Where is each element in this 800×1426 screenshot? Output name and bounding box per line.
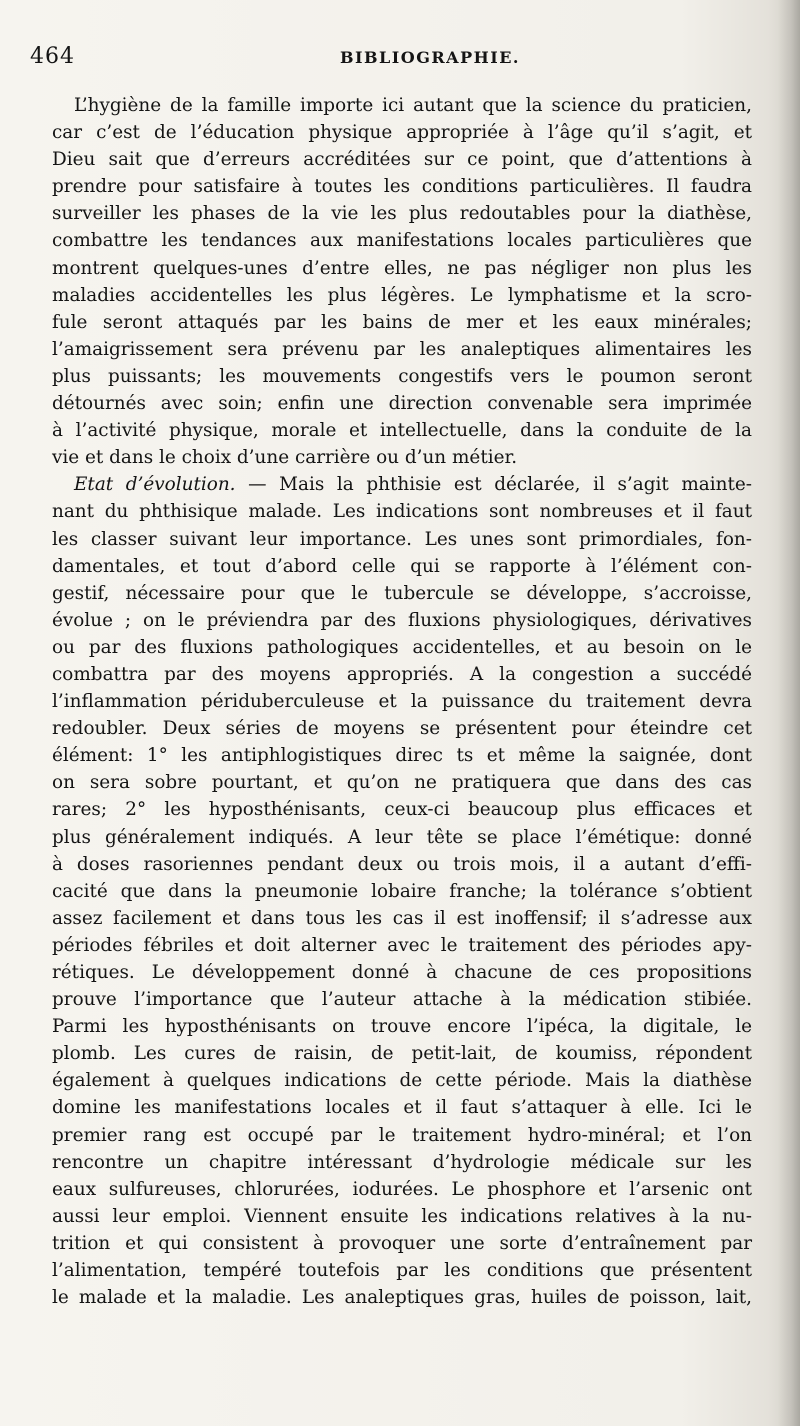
text-line: plus généralement indiqués. A leur tête se place l’émétique: donné	[52, 826, 752, 848]
text-line: périodes fébriles et doit alterner avec le traitement des périodes apy-	[52, 934, 752, 956]
text-line: à doses rasoriennes pendant deux ou trois mois, il a autant d’effi-	[52, 853, 752, 875]
text-line: l’amaigrissement sera prévenu par les analeptiques alimentaires les	[52, 338, 752, 360]
text-line: damentales, et tout d’abord celle qui se rapporte à l’élément con-	[52, 555, 752, 577]
text-line: élément: 1° les antiphlogistiques direc ts et même la saignée, dont	[52, 745, 752, 767]
page-edge-shadow	[778, 0, 800, 1426]
text-line: maladies accidentelles les plus légères. Le lymphatisme et la scro-	[52, 284, 752, 306]
text-line: plus puissants; les mouvements congestifs vers le poumon seront	[52, 365, 752, 387]
text-line: premier rang est occupé par le traitement hydro-minéral; et l’on	[52, 1124, 752, 1146]
text-line: combattre les tendances aux manifestations locales particulières que	[52, 230, 752, 252]
text-line: cacité que dans la pneumonie lobaire franche; la tolérance s’obtient	[52, 880, 752, 902]
text-line: rétiques. Le développement donné à chacune de ces propositions	[52, 962, 752, 983]
text-line: détournés avec soin; enfin une direction convenable sera imprimée	[52, 393, 752, 415]
text-line: on sera sobre pourtant, et qu’on ne pratiquera que dans des cas	[52, 772, 752, 794]
text-line: à l’activité physique, morale et intellectuelle, dans la conduite de la	[52, 420, 752, 442]
text-line: fule seront attaqués par les bains de mer et les eaux minérales;	[52, 311, 752, 333]
body-text	[52, 92, 752, 1311]
text-line: plomb. Les cures de raisin, de petit-lait, de koumiss, répondent	[52, 1043, 752, 1065]
page-header	[30, 44, 770, 80]
text-line: vie et dans le choix d’une carrière ou d’un métier.	[52, 447, 518, 469]
text-line: montrent quelques-unes d’entre elles, ne pas négliger non plus les	[52, 257, 752, 279]
text-line: les classer suivant leur importance. Les unes sont primordiales, fon-	[52, 528, 752, 550]
text-line: redoubler. Deux séries de moyens se présentent pour éteindre cet	[52, 718, 752, 740]
text-line: Dieu sait que d’erreurs accréditées sur ce point, que d’attentions à	[52, 149, 752, 171]
text-line: eaux sulfureuses, chlorurées, iodurées. Le phosphore et l’arsenic ont	[52, 1178, 752, 1200]
text-line: ou par des fluxions pathologiques accidentelles, et au besoin on le	[52, 636, 752, 658]
text-line: aussi leur emploi. Viennent ensuite les indications relatives à la nu-	[52, 1205, 752, 1227]
text-line: trition et qui consistent à provoquer une sorte d’entraînement par	[52, 1232, 752, 1254]
text-line: gestif, nécessaire pour que le tubercule se développe, s’accroisse,	[52, 582, 752, 604]
paragraph-1	[52, 92, 752, 471]
text-line-with-heading	[52, 471, 752, 498]
text-line: rares; 2° les hyposthénisants, ceux-ci beaucoup plus efficaces et	[52, 799, 752, 821]
text-line: prendre pour satisfaire à toutes les conditions particulières. Il faudra	[52, 176, 752, 198]
text-line: L’hygiène de la famille importe ici autant que la science du praticien,	[74, 95, 752, 116]
running-title: BIBLIOGRAPHIE.	[340, 48, 520, 67]
text-line: le malade et la maladie. Les analeptiques gras, huiles de poisson, lait,	[52, 1287, 752, 1309]
text-line: rencontre un chapitre intéressant d’hydrologie médicale sur les	[52, 1151, 752, 1173]
text-line: Parmi les hyposthénisants on trouve encore l’ipéca, la digitale, le	[52, 1016, 752, 1038]
text-line: assez facilement et dans tous les cas il est inoffensif; il s’adresse aux	[52, 907, 752, 929]
text-line: également à quelques indications de cette période. Mais la diathèse	[52, 1070, 752, 1092]
paragraph-2	[52, 471, 752, 1311]
text-line: car c’est de l’éducation physique appropriée à l’âge qu’il s’agit, et	[52, 122, 752, 144]
page-number: 464	[30, 44, 75, 69]
section-run-in-heading: Etat d’évolution.	[74, 474, 236, 496]
text-run: — Mais la phthisie est déclarée, il s’agit mainte-	[235, 474, 752, 496]
text-line: combattra par des moyens appropriés. A la congestion a succédé	[52, 663, 752, 685]
text-line: nant du phthisique malade. Les indications sont nombreuses et il faut	[52, 501, 752, 523]
text-line: l’inflammation périduberculeuse et la puissance du traitement devra	[52, 691, 752, 713]
text-line: surveiller les phases de la vie les plus redoutables pour la diathèse,	[52, 203, 752, 225]
text-line: prouve l’importance que l’auteur attache à la médication stibiée.	[52, 989, 752, 1011]
text-line: l’alimentation, tempéré toutefois par les conditions que présentent	[52, 1260, 752, 1282]
text-line: évolue ; on le préviendra par des fluxions physiologiques, dérivatives	[52, 609, 752, 631]
text-line: domine les manifestations locales et il faut s’attaquer à elle. Ici le	[52, 1097, 752, 1119]
